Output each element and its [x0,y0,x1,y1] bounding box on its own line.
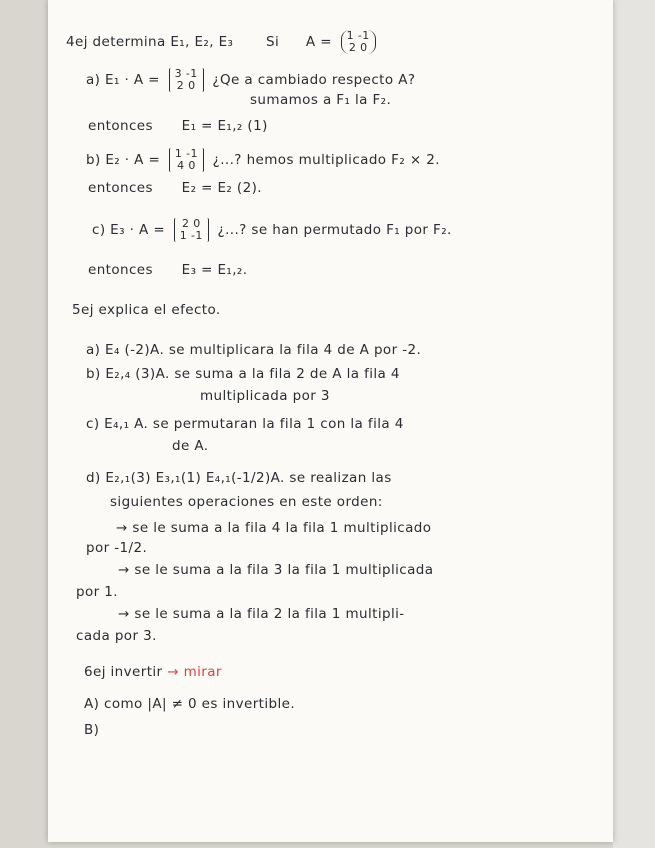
part-a-answer: sumamos a F₁ la F₂. [250,92,392,108]
invert-a: A) como |A| ≠ 0 es invertible. [84,696,296,712]
effect-d-line2: siguientes operaciones en este orden: [110,494,383,510]
exercise-4-title: 4ej determina E₁, E₂, E₃ [66,34,234,50]
matrix-a: 1 -1 2 0 [341,30,376,54]
part-a-matrix: 3 -1 2 0 [169,68,204,92]
part-b-label: b) E₂ · A = [86,152,161,168]
effect-d-step3: → se le suma a la fila 2 la fila 1 multipli- [118,606,405,622]
exercise-6-heading: 6ej invertir → mirar [84,664,222,680]
part-a-label: a) E₁ · A = [86,72,160,88]
part-a-question: ¿Qe a cambiado respecto A? [212,72,416,88]
si-label: Si [266,34,280,50]
effect-d-step3-cont: cada por 3. [76,628,157,644]
part-c-conclusion: entonces E₃ = E₁,₂. [88,262,248,278]
mirar-note: → mirar [167,664,222,680]
effect-c-line2: de A. [172,438,209,454]
part-c-question: ¿...? se han permutado F₁ por F₂. [217,222,452,238]
part-b-matrix: 1 -1 4 0 [169,148,204,172]
part-a-conclusion: entonces E₁ = E₁,₂ (1) [88,118,268,134]
part-c-label: c) E₃ · A = [92,222,166,238]
part-c-line [92,218,452,242]
part-c-matrix: 2 0 1 -1 [174,218,209,242]
effect-a: a) E₄ (-2)A. se multiplicara la fila 4 de A por -2. [86,342,422,358]
part-a-line [86,68,415,92]
part-b-line [86,148,440,172]
effect-d-step2-cont: por 1. [76,584,118,600]
effect-b-line2: multiplicada por 3 [200,388,330,404]
part-b-question: ¿...? hemos multiplicado F₂ × 2. [212,152,440,168]
effect-d-line1: d) E₂,₁(3) E₃,₁(1) E₄,₁(-1/2)A. se realizan las [86,470,392,486]
exercise-5-heading: 5ej explica el efecto. [72,302,221,318]
matrix-a-label: A = [305,34,332,50]
effect-b-line1: b) E₂,₄ (3)A. se suma a la fila 2 de A la fila 4 [86,366,400,382]
page-edge [613,0,655,848]
part-b-conclusion: entonces E₂ = E₂ (2). [88,180,262,196]
effect-d-step1: → se le suma a la fila 4 la fila 1 multiplicado [116,520,432,536]
effect-d-step2: → se le suma a la fila 3 la fila 1 multiplicada [118,562,434,578]
invert-b: B) [84,722,100,738]
effect-c-line1: c) E₄,₁ A. se permutaran la fila 1 con la fila 4 [86,416,404,432]
exercise-4-heading [66,30,380,54]
effect-d-step1-cont: por -1/2. [86,540,148,556]
